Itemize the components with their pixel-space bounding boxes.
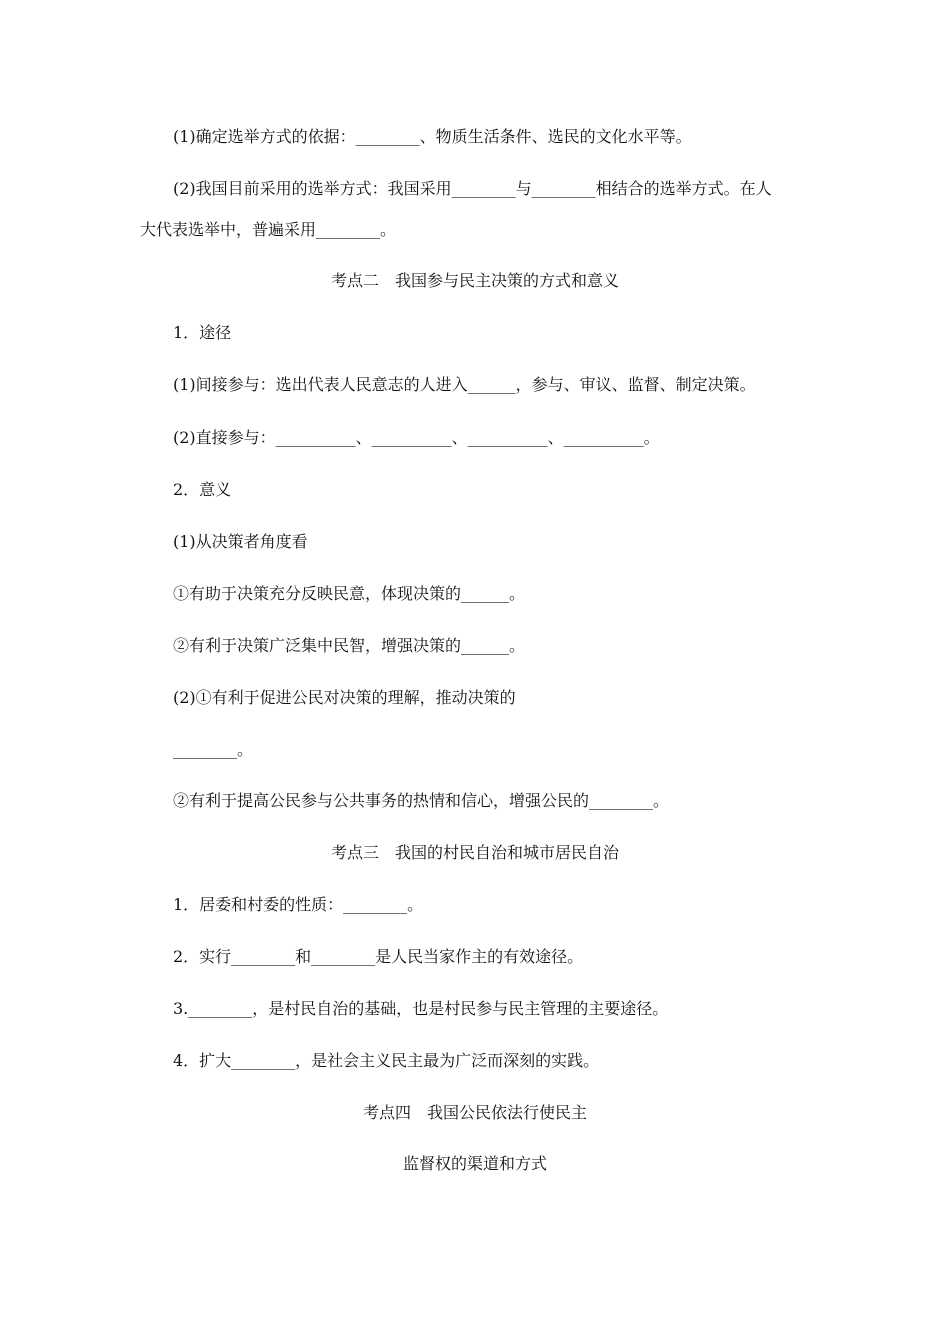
section-heading-kaodian4: 考点四 我国公民依法行使民主 xyxy=(362,1103,587,1122)
committee-nature-item: 1．居委和村委的性质：________。 xyxy=(173,895,424,914)
section-heading-kaodian2: 考点二 我国参与民主决策的方式和意义 xyxy=(330,271,619,290)
significance-point-1: ①有助于决策充分反映民意，体现决策的______。 xyxy=(173,584,526,603)
significance-point-2: ②有利于决策广泛集中民智，增强决策的______。 xyxy=(173,636,526,655)
section-heading-kaodian3: 考点三 我国的村民自治和城市居民自治 xyxy=(330,843,619,862)
election-method-item-continued: 大代表选举中，普遍采用________。 xyxy=(140,220,397,239)
effective-path-item: 2．实行________和________是人民当家作主的有效途径。 xyxy=(173,947,584,966)
election-method-item: (2)我国目前采用的选举方式：我国采用________与________相结合的选举方式。在人 xyxy=(173,179,772,198)
election-basis-item: (1)确定选举方式的依据：________、物质生活条件、选民的文化水平等。 xyxy=(173,127,692,146)
citizen-perspective-item: (2)①有利于促进公民对决策的理解，推动决策的 xyxy=(173,688,516,707)
citizen-perspective-item-continued: ________。 xyxy=(173,740,254,759)
subsection-pathways: 1．途径 xyxy=(173,323,232,342)
direct-participation-item: (2)直接参与：__________、__________、__________、__________。 xyxy=(173,428,660,447)
decision-maker-perspective: (1)从决策者角度看 xyxy=(173,532,308,551)
significance-point-3: ②有利于提高公民参与公共事务的热情和信心，增强公民的________。 xyxy=(173,791,670,810)
grassroots-democracy-item: 4．扩大________，是社会主义民主最为广泛而深刻的实践。 xyxy=(173,1051,600,1070)
section-heading-kaodian4-continued: 监督权的渠道和方式 xyxy=(402,1154,547,1173)
village-autonomy-basis-item: 3.________，是村民自治的基础，也是村民参与民主管理的主要途径。 xyxy=(173,999,669,1018)
indirect-participation-item: (1)间接参与：选出代表人民意志的人进入______，参与、审议、监督、制定决策。 xyxy=(173,375,756,394)
subsection-significance: 2．意义 xyxy=(173,480,232,499)
